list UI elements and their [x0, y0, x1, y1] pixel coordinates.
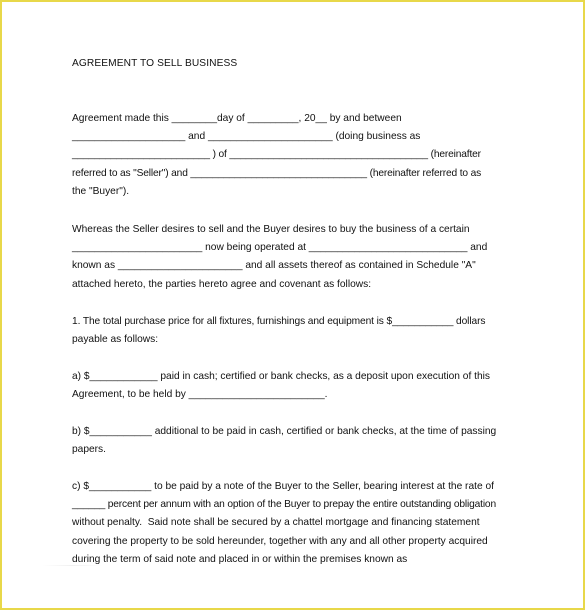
paragraph-line: payable as follows:: [72, 334, 159, 346]
page-fold-shadow: [42, 565, 102, 566]
paragraph-line: Agreement, to be held by ________________________.: [72, 389, 328, 401]
paragraph-clause-c: [72, 478, 542, 569]
paragraph-agreement-parties: [72, 110, 542, 201]
paragraph-line: papers.: [72, 444, 106, 456]
paragraph-line: c) $___________ to be paid by a note of the Buyer to the Seller, bearing interest at the rate of: [72, 481, 494, 492]
paragraph-line: a) $____________ paid in cash; certified or bank checks, as a deposit upon execution of this: [72, 371, 490, 382]
paragraph-line: _______________________ now being operated at ____________________________ and: [72, 242, 488, 254]
paragraph-line: the "Buyer").: [72, 185, 130, 197]
paragraph-clause-a: [72, 368, 542, 404]
paragraph-line: without penalty. Said note shall be secured by a chattel mortgage and financing statement: [72, 517, 480, 529]
paragraph-line: during the term of said note and placed in or within the premises known as: [72, 553, 408, 565]
paragraph-line: covering the property to be sold hereunder, together with any and all other property acquired: [72, 535, 488, 547]
paragraph-clause-b: [72, 423, 542, 459]
paragraph-line: 1. The total purchase price for all fixtures, furnishings and equipment is $___________ dollars: [72, 316, 486, 327]
paragraph-line: Agreement made this ________day of _________, 20__ by and between: [72, 113, 402, 124]
paragraph-purchase-price: [72, 313, 542, 349]
paragraph-line: ______ percent per annum with an option of the Buyer to prepay the entire outstanding obligation: [72, 499, 496, 511]
paragraph-line: referred to as "Seller") and ________________________________ (hereinafter referred to as: [72, 167, 482, 179]
paragraph-whereas: [72, 221, 542, 294]
paragraph-line: Whereas the Seller desires to sell and the Buyer desires to buy the business of a certain: [72, 224, 470, 235]
paragraph-line: b) $___________ additional to be paid in cash, certified or bank checks, at the time of passing: [72, 426, 497, 437]
paragraph-line: _________________________ ) of ____________________________________ (hereinafter: [72, 149, 481, 161]
paragraph-line: ____________________ and ______________________ (doing business as: [72, 131, 421, 143]
document-title: AGREEMENT TO SELL BUSINESS: [72, 58, 238, 69]
paragraph-line: known as ______________________ and all assets thereof as contained in Schedule "A": [72, 260, 476, 272]
paragraph-line: attached hereto, the parties hereto agree and covenant as follows:: [72, 278, 372, 290]
